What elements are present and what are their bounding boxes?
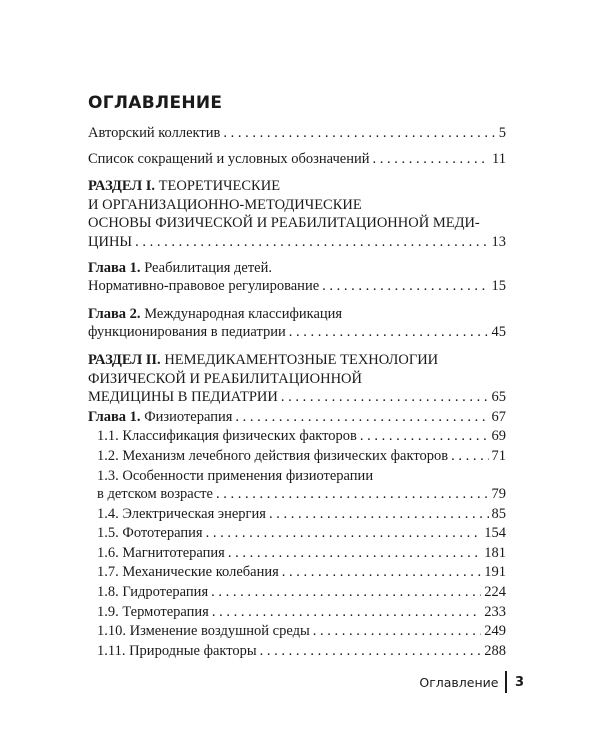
- footer-page-number: 3: [514, 674, 524, 690]
- entry-text: 1.9. Термотерапия: [97, 603, 209, 620]
- leader-dots: [211, 583, 481, 602]
- entry-text: Авторский коллектив: [88, 125, 221, 141]
- chapter-prefix: Глава 2.: [88, 305, 141, 322]
- toc-entry-section2-chapter-1[interactable]: [88, 408, 506, 427]
- toc-entry-1-11[interactable]: [88, 642, 506, 661]
- leader-dots: [360, 427, 489, 446]
- toc-page: [88, 92, 506, 660]
- toc-entry-1-1[interactable]: [88, 427, 506, 446]
- entry-text: 1.6. Магнитотерапия: [97, 544, 225, 561]
- entry-text: ЦИНЫ: [88, 233, 133, 250]
- page-number: 67: [491, 408, 506, 425]
- entry-text: 1.3. Особенности применения физиотерапии: [97, 467, 374, 484]
- entry-text: Физиотерапия: [140, 408, 233, 425]
- toc-entry-1-6[interactable]: [88, 544, 506, 563]
- leader-dots: [372, 150, 489, 169]
- entry-text: Список сокращений и условных обозначений: [88, 150, 370, 167]
- toc-entry-section1-chapter-2[interactable]: [88, 305, 506, 342]
- page-footer: [419, 670, 524, 694]
- toc-entry-section-2[interactable]: [88, 351, 506, 407]
- leader-dots: [322, 277, 488, 296]
- page-number: 233: [484, 603, 506, 620]
- page-number: 224: [484, 584, 506, 601]
- entry-text: ФИЗИЧЕСКОЙ И РЕАБИЛИТАЦИОННОЙ: [88, 370, 362, 387]
- page-number: 13: [491, 233, 506, 250]
- toc-entry-section-1[interactable]: [88, 177, 506, 251]
- leader-dots: [269, 505, 489, 524]
- section-prefix: РАЗДЕЛ II.: [88, 351, 161, 368]
- leader-dots: [228, 544, 481, 563]
- entry-text: Реабилитация детей.: [140, 259, 272, 276]
- entry-text: функционирования в педиатрии: [88, 324, 286, 341]
- entry-text: Международная классификация: [140, 305, 343, 322]
- page-number: 85: [491, 505, 506, 522]
- entry-text: НЕМЕДИКАМЕНТОЗНЫЕ ТЕХНОЛОГИИ: [160, 351, 439, 368]
- leader-dots: [212, 603, 481, 622]
- entry-text: 1.10. Изменение воздушной среды: [97, 623, 310, 640]
- entry-text: 1.7. Механические колебания: [97, 564, 279, 581]
- entry-text: 1.2. Механизм лечебного действия физических факторов: [97, 447, 449, 464]
- toc-entry-1-5[interactable]: [88, 524, 506, 543]
- page-number: 79: [491, 486, 506, 503]
- toc-entry-1-4[interactable]: [88, 505, 506, 524]
- page-number: 181: [484, 544, 506, 561]
- footer-divider: [505, 671, 507, 693]
- chapter-prefix: Глава 1.: [88, 259, 141, 276]
- toc-entry-1-2[interactable]: [88, 447, 506, 466]
- toc-title: ОГЛАВЛЕНИЕ: [88, 93, 223, 113]
- leader-dots: [313, 622, 482, 641]
- page-number: 71: [491, 447, 506, 464]
- toc-entry-abbreviations[interactable]: [88, 150, 506, 169]
- entry-text: в детском возрасте: [97, 486, 213, 503]
- entry-text: ТЕОРЕТИЧЕСКИЕ: [155, 178, 281, 195]
- leader-dots: [216, 485, 489, 504]
- leader-dots: [223, 124, 495, 143]
- page-number: 15: [491, 278, 506, 295]
- entry-text: 1.1. Классификация физических факторов: [97, 428, 357, 445]
- entry-text: ОСНОВЫ ФИЗИЧЕСКОЙ И РЕАБИЛИТАЦИОННОЙ МЕДИ-: [88, 215, 480, 232]
- leader-dots: [206, 524, 482, 543]
- toc-entry-1-8[interactable]: [88, 583, 506, 602]
- toc-entry-section1-chapter-1[interactable]: [88, 259, 506, 296]
- entry-text: И ОРГАНИЗАЦИОННО-МЕТОДИЧЕСКИЕ: [88, 196, 362, 213]
- page-number: 69: [491, 428, 506, 445]
- entry-text: 1.8. Гидротерапия: [97, 584, 209, 601]
- section-prefix: РАЗДЕЛ I.: [88, 178, 156, 195]
- footer-section-label: Оглавление: [419, 674, 499, 690]
- chapter-prefix: Глава 1.: [88, 408, 141, 425]
- toc-entry-1-7[interactable]: [88, 563, 506, 582]
- leader-dots: [281, 388, 489, 407]
- page-number: 11: [492, 150, 506, 167]
- page-number: 5: [498, 125, 506, 141]
- page-number: 249: [484, 623, 506, 640]
- toc-entry-authors[interactable]: [88, 124, 506, 143]
- entry-text: 1.4. Электрическая энергия: [97, 505, 266, 522]
- leader-dots: [135, 233, 488, 252]
- toc-entry-1-9[interactable]: [88, 603, 506, 622]
- leader-dots: [289, 323, 489, 342]
- entry-text: Нормативно-правовое регулирование: [88, 278, 320, 295]
- leader-dots: [282, 563, 481, 582]
- entry-text: 1.11. Природные факторы: [97, 642, 257, 659]
- page-number: 65: [491, 389, 506, 406]
- page-number: 191: [484, 564, 506, 581]
- toc-entry-1-10[interactable]: [88, 622, 506, 641]
- toc-entry-1-3[interactable]: [88, 467, 506, 504]
- entry-text: МЕДИЦИНЫ В ПЕДИАТРИИ: [88, 389, 278, 406]
- leader-dots: [260, 642, 482, 661]
- page-number: 45: [491, 324, 506, 341]
- page-number: 154: [484, 525, 506, 542]
- entry-text: 1.5. Фототерапия: [97, 525, 203, 542]
- leader-dots: [235, 408, 488, 427]
- page-number: 288: [484, 642, 506, 659]
- leader-dots: [451, 447, 488, 466]
